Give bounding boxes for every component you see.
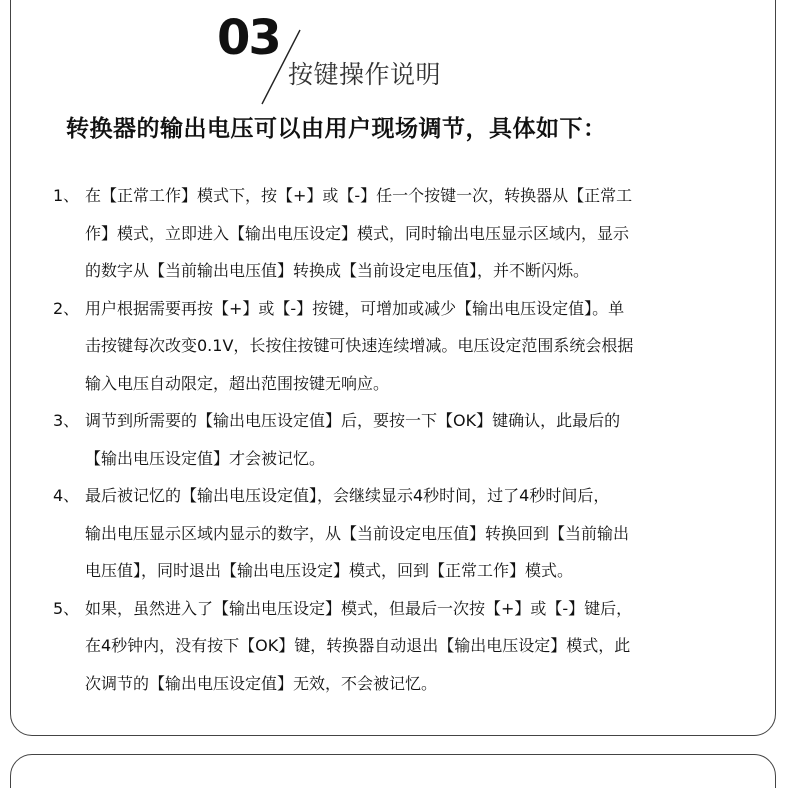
list-item (50, 477, 730, 590)
item-line: 最后被记忆的【输出电压设定值】，会继续显示4秒时间，过了4秒时间后， (85, 486, 610, 505)
item-line: 如果，虽然进入了【输出电压设定】模式，但最后一次按【+】或【-】键后， (85, 598, 633, 618)
item-number: 4、 (53, 486, 80, 505)
list-item (50, 590, 730, 703)
item-line: 用户根据需要再按【+】或【-】按键，可增加或减少【输出电压设定值】。单 (85, 298, 625, 318)
item-line: 击按键每次改变0.1V，长按住按键可快速连续增减。电压设定范围系统会根据 (85, 336, 634, 355)
item-line: 【输出电压设定值】才会被记忆。 (85, 448, 326, 468)
item-line: 在4秒钟内，没有按下【OK】键，转换器自动退出【输出电压设定】模式，此 (85, 636, 631, 655)
item-line: 输入电压自动限定，超出范围按键无响应。 (85, 373, 390, 393)
section-title: 按键操作说明 (288, 60, 442, 89)
item-number: 1、 (53, 186, 80, 205)
headline: 转换器的输出电压可以由用户现场调节，具体如下： (66, 116, 607, 142)
item-line: 在【正常工作】模式下，按【+】或【-】任一个按键一次，转换器从【正常工 (85, 186, 633, 205)
instruction-list (50, 177, 730, 702)
item-line: 输出电压显示区域内显示的数字，从【当前设定电压值】转换回到【当前输出 (85, 523, 630, 543)
item-line: 次调节的【输出电压设定值】无效，不会被记忆。 (85, 673, 438, 693)
bottom-card-border (10, 754, 776, 788)
list-item (50, 177, 730, 290)
section-number: 03 (217, 10, 280, 66)
item-line: 电压值】，同时退出【输出电压设定】模式，回到【正常工作】模式。 (85, 561, 574, 580)
item-number: 3、 (53, 411, 80, 430)
item-line: 的数字从【当前输出电压值】转换成【当前设定电压值】，并不断闪烁。 (85, 261, 590, 280)
item-number: 5、 (53, 598, 80, 618)
item-number: 2、 (53, 298, 80, 318)
list-item (50, 402, 730, 477)
list-item (50, 290, 730, 403)
item-line: 作】模式，立即进入【输出电压设定】模式，同时输出电压显示区域内，显示 (85, 223, 630, 243)
item-line: 调节到所需要的【输出电压设定值】后，要按一下【OK】键确认，此最后的 (85, 411, 621, 430)
